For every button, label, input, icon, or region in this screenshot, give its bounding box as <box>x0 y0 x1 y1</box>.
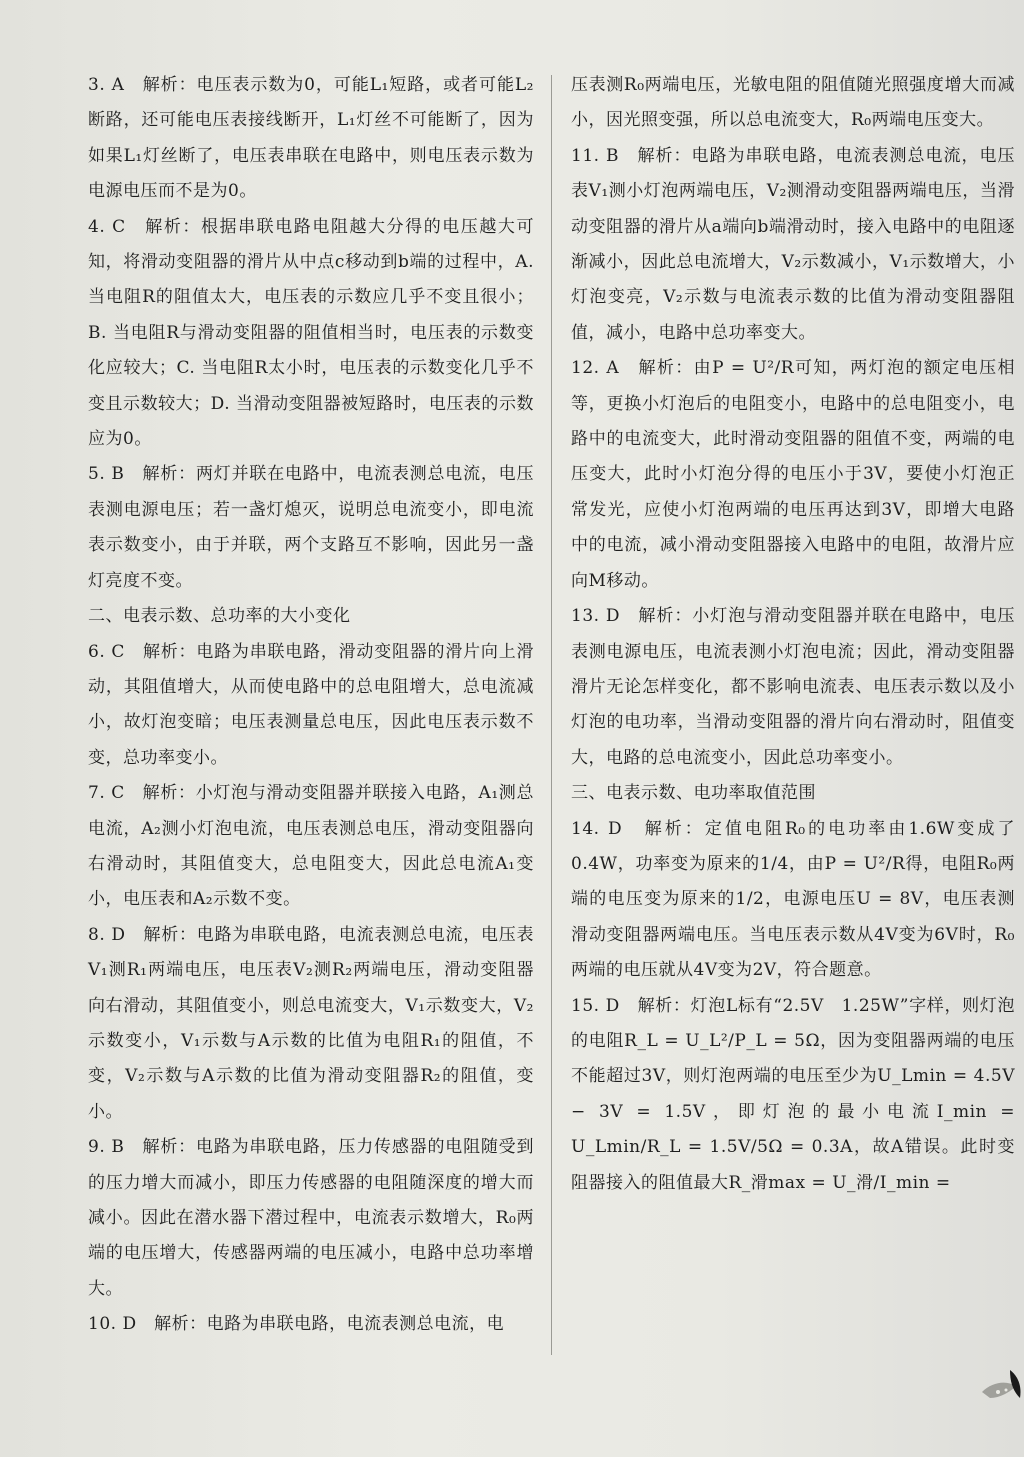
answer-11: 11. B 解析：电路为串联电路，电流表测总电流，电压表V₁测小灯泡两端电压，V₂测滑动变阻器两端电压，当滑动变阻器的滑片从a端向b端滑动时，接入电路中的电阻逐渐减小，因此总电流增大，V₂示数减小，V₁示数增大，小灯泡变亮，V₂示数与电流表示数的比值为滑动变阻器阻值，减小，电路中总功率变大。 <box>571 145 1015 343</box>
answer-5: 5. B 解析：两灯并联在电路中，电流表测总电流，电压表测电源电压；若一盏灯熄灭，说明总电流变小，即电流表示数变小，由于并联，两个支路互不影响，因此另一盏灯亮度不变。 <box>88 464 534 591</box>
right-column <box>571 68 1015 1201</box>
answer-4: 4. C 解析：根据串联电路电阻越大分得的电压越大可知，将滑动变阻器的滑片从中点c移动到b端的过程中，A. 当电阻R的阻值太大，电压表的示数应几乎不变且很小；B. 当电阻R与滑动变阻器的阻值相当时，电压表的示数变化应较大；C. 当电阻R太小时，电压表的示数变化几乎不变且示数较大；D. 当滑动变阻器被短路时，电压表的示数应为0。 <box>88 216 534 450</box>
answer-7: 7. C 解析：小灯泡与滑动变阻器并联接入电路，A₁测总电流，A₂测小灯泡电流，电压表测总电压，滑动变阻器向右滑动时，其阻值变大，总电阻变大，因此总电流A₁变小，电压表和A₂示数不变。 <box>88 783 534 910</box>
answer-8: 8. D 解析：电路为串联电路，电流表测总电流，电压表V₁测R₁两端电压，电压表V₂测R₂两端电压，滑动变阻器向右滑动，其阻值变小，则总电流变大，V₁示数变大，V₂示数变小，V₁示数与A示数的比值为电阻R₁的阻值，不变，V₂示数与A示数的比值为滑动变阻器R₂的阻值，变小。 <box>88 924 534 1122</box>
answer-13: 13. D 解析：小灯泡与滑动变阻器并联在电路中，电压表测电源电压，电流表测小灯泡电流；因此，滑动变阻器滑片无论怎样变化，都不影响电流表、电压表示数以及小灯泡的电功率，当滑动变阻器的滑片向右滑动时，阻值变大，电路的总电流变小，因此总功率变小。 <box>571 606 1015 768</box>
section-heading-3: 三、电表示数、电功率取值范围 <box>571 783 816 804</box>
column-divider <box>551 75 552 1355</box>
page-curl-ornament-icon <box>980 1362 1024 1414</box>
answer-10-start: 10. D 解析：电路为串联电路，电流表测总电流，电 <box>88 1314 505 1335</box>
left-column <box>88 68 534 1343</box>
answer-6: 6. C 解析：电路为串联电路，滑动变阻器的滑片向上滑动，其阻值增大，从而使电路中的总电阻增大，总电流减小，故灯泡变暗；电压表测量总电压，因此电压表示数不变，总功率变小。 <box>88 641 534 768</box>
answer-15: 15. D 解析：灯泡L标有“2.5V 1.25W”字样，则灯泡的电阻R_L = U_L²/P_L = 5Ω，因为变阻器两端的电压不能超过3V，则灯泡两端的电压至少为U_Lmin = 4.5V − 3V = 1.5V，即灯泡的最小电流I_min = U_Lmin/R_L = 1.5V/5Ω = 0.3A，故A错误。此时变阻器接入的阻值最大R_滑max = U_滑/I_min = <box>571 995 1015 1193</box>
answer-10-continued: 压表测R₀两端电压，光敏电阻的阻值随光照强度增大而减小，因光照变强，所以总电流变大，R₀两端电压变大。 <box>571 75 1015 131</box>
answer-14: 14. D 解析：定值电阻R₀的电功率由1.6W变成了0.4W，功率变为原来的1/4，由P = U²/R得，电阻R₀两端的电压变为原来的1/2，电源电压U = 8V，电压表测滑动变阻器两端电压。当电压表示数从4V变为6V时，R₀两端的电压就从4V变为2V，符合题意。 <box>571 818 1015 981</box>
answer-12: 12. A 解析：由P = U²/R可知，两灯泡的额定电压相等，更换小灯泡后的电阻变小，电路中的总电阻变小，电路中的电流变大，此时滑动变阻器的阻值不变，两端的电压变大，此时小灯泡分得的电压小于3V，要使小灯泡正常发光，应使小灯泡两端的电压再达到3V，即增大电路中的电流，减小滑动变阻器接入电路中的电阻，故滑片应向M移动。 <box>571 358 1015 591</box>
answer-3: 3. A 解析：电压表示数为0，可能L₁短路，或者可能L₂断路，还可能电压表接线断开，L₁灯丝不可能断了，因为如果L₁灯丝断了，电压表串联在电路中，则电压表示数为电源电压而不是为0。 <box>88 75 534 202</box>
answer-9: 9. B 解析：电路为串联电路，压力传感器的电阻随受到的压力增大而减小，即压力传感器的电阻随深度的增大而减小。因此在潜水器下潜过程中，电流表示数增大，R₀两端的电压增大，传感器两端的电压减小，电路中总功率增大。 <box>88 1137 534 1299</box>
section-heading-2: 二、电表示数、总功率的大小变化 <box>88 606 351 627</box>
